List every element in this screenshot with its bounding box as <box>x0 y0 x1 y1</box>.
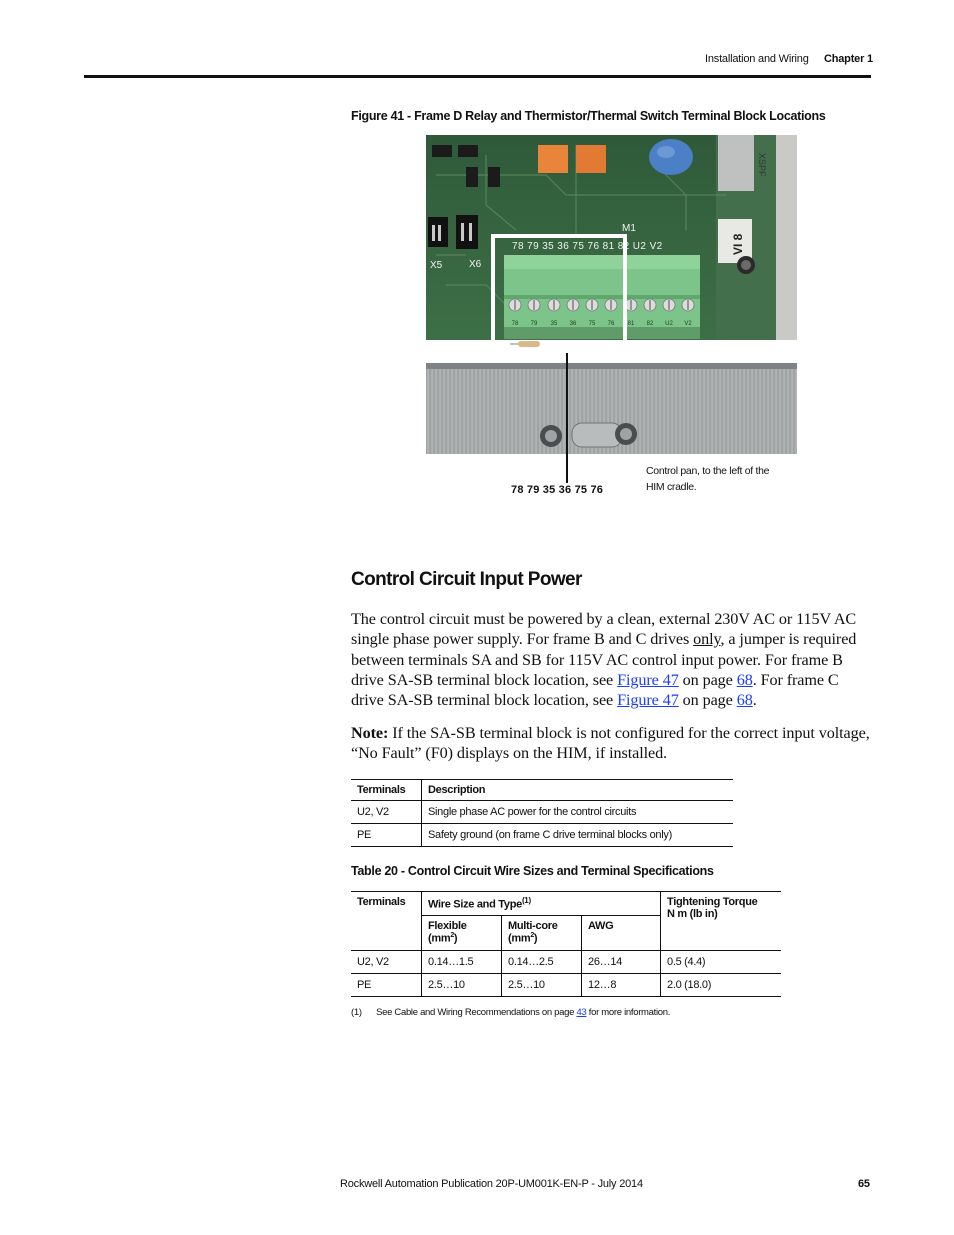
th-flexible-unit-close: ) <box>453 932 458 945</box>
cell-terminal: U2, V2 <box>351 801 422 824</box>
cell-torque: 2.0 (18.0) <box>667 979 712 992</box>
board-label-x6: X6 <box>469 259 482 270</box>
figure-caption-line2: HIM cradle. <box>646 481 697 493</box>
para-emphasis-only: only <box>693 630 721 649</box>
th-torque <box>661 892 782 951</box>
note-text: If the SA-SB terminal block is not configured for the correct input voltage, “No Fault” (F0) displays on the HIM, if installed. <box>351 724 870 763</box>
board-small-terminal-label: 79 <box>530 321 538 327</box>
note-paragraph <box>351 723 873 764</box>
th-wire-size <box>422 892 661 916</box>
header-chapter: Chapter 1 <box>824 53 873 65</box>
link-page-68-b[interactable]: 68 <box>736 691 753 710</box>
para-on-page-a: on page <box>678 670 737 689</box>
th-flexible-label: Flexible <box>428 919 467 932</box>
cell-flexible: 0.14…1.5 <box>422 951 502 974</box>
board-terminal-row-label: 78 79 35 36 75 76 81 82 U2 V2 <box>512 241 663 252</box>
cell-terminal: PE <box>351 824 422 847</box>
cell-awg: 12…8 <box>582 974 661 997</box>
para-text-3: . For frame C drive SA-SB terminal block location, see <box>351 670 839 710</box>
table20-title: Table 20 - Control Circuit Wire Sizes and Terminal Specifications <box>351 864 714 878</box>
cell-description: Safety ground (on frame C drive terminal blocks only) <box>428 829 672 841</box>
figure-title: Figure 41 - Frame D Relay and Thermistor/Thermal Switch Terminal Block Locations <box>351 109 826 123</box>
footnote-text-a: See Cable and Wiring Recommendations on page <box>376 1007 577 1018</box>
table-footnote <box>351 1007 670 1018</box>
wire-size-table <box>351 891 781 997</box>
callout-terminal-numbers: 78 79 35 36 75 76 <box>511 484 604 496</box>
board-small-terminal-label: 75 <box>588 321 596 327</box>
th-description: Description <box>428 784 486 796</box>
header-rule <box>84 75 871 78</box>
figure-caption-line1: Control pan, to the left of the <box>646 465 770 477</box>
footnote-link-page-43[interactable]: 43 <box>576 1007 587 1018</box>
table-row <box>351 951 781 974</box>
cell-torque: 0.5 (4.4) <box>667 956 706 969</box>
figure-caption <box>646 463 796 495</box>
board-label-x5: X5 <box>430 260 443 271</box>
th-multicore <box>502 915 582 951</box>
th-flexible-unit-sup: 2 <box>450 931 454 939</box>
footer-publication: Rockwell Automation Publication 20P-UM001K-EN-P - July 2014 <box>340 1178 643 1190</box>
terminal-block-illustration <box>426 135 797 454</box>
th-terminals: Terminals <box>351 780 422 801</box>
th-multicore-unit-close: ) <box>533 932 538 945</box>
footer-page-number: 65 <box>858 1178 870 1190</box>
th-torque-line1: Tightening Torque <box>667 896 758 908</box>
terminal-block-photo <box>426 135 797 454</box>
cell-awg: 26…14 <box>582 951 661 974</box>
th-flexible <box>422 915 502 951</box>
link-page-68-a[interactable]: 68 <box>736 670 753 689</box>
th-multicore-unit: (mm <box>508 932 531 945</box>
th-awg: AWG <box>582 915 661 951</box>
board-label-m1: M1 <box>622 223 636 234</box>
th-multicore-unit-sup: 2 <box>530 931 534 939</box>
header-section-title: Installation and Wiring <box>705 53 809 65</box>
link-figure-47-a[interactable]: Figure 47 <box>617 670 679 689</box>
th-flexible-unit: (mm <box>428 932 451 945</box>
cell-multicore: 2.5…10 <box>502 974 582 997</box>
footnote-marker: (1) <box>351 1007 362 1018</box>
footnote-text-b: for more information. <box>586 1007 671 1018</box>
body-paragraph <box>351 609 873 710</box>
board-small-terminal-label: 36 <box>569 321 577 327</box>
table-row <box>351 801 733 824</box>
callout-leader-line <box>566 353 568 483</box>
para-text-1: The control circuit must be powered by a clean, external 230V AC or 115V AC single phase power supply. For frame B and C drives <box>351 610 857 649</box>
para-on-page-b: on page <box>678 691 737 710</box>
para-text-2: , a jumper is required between terminals SA and SB for 115V AC control input power. For frame B drive SA-SB terminal block location, see <box>351 630 857 689</box>
board-label-xspf: XSPF <box>757 153 767 177</box>
board-label-vi8: VI 8 <box>731 233 745 255</box>
th-torque-line2: N m (lb in) <box>667 908 718 920</box>
terminal-description-table <box>351 779 733 847</box>
board-small-terminal-label: 78 <box>511 321 519 327</box>
table-row <box>351 974 781 997</box>
board-small-terminal-label: V2 <box>684 321 692 327</box>
board-small-terminal-label: U2 <box>665 321 673 327</box>
cell-terminal: PE <box>351 974 422 997</box>
th-terminals: Terminals <box>351 892 422 951</box>
th-wire-footnote-ref: (1) <box>521 896 531 905</box>
board-small-terminal-label: 81 <box>627 321 635 327</box>
note-label: Note: <box>351 724 389 742</box>
link-figure-47-b[interactable]: Figure 47 <box>617 691 679 710</box>
board-small-terminal-label: 76 <box>607 321 615 327</box>
cell-multicore: 0.14…2.5 <box>502 951 582 974</box>
board-small-terminal-label: 82 <box>646 321 654 327</box>
th-multicore-label: Multi-core <box>508 919 558 932</box>
cell-description: Single phase AC power for the control circuits <box>428 806 637 818</box>
para-period: . <box>752 691 757 710</box>
cell-flexible: 2.5…10 <box>422 974 502 997</box>
section-title: Control Circuit Input Power <box>351 569 582 590</box>
th-wire-size-label: Wire Size and Type <box>428 898 522 911</box>
cell-terminal: U2, V2 <box>351 951 422 974</box>
table-row <box>351 824 733 847</box>
board-small-terminal-label: 35 <box>550 321 558 327</box>
